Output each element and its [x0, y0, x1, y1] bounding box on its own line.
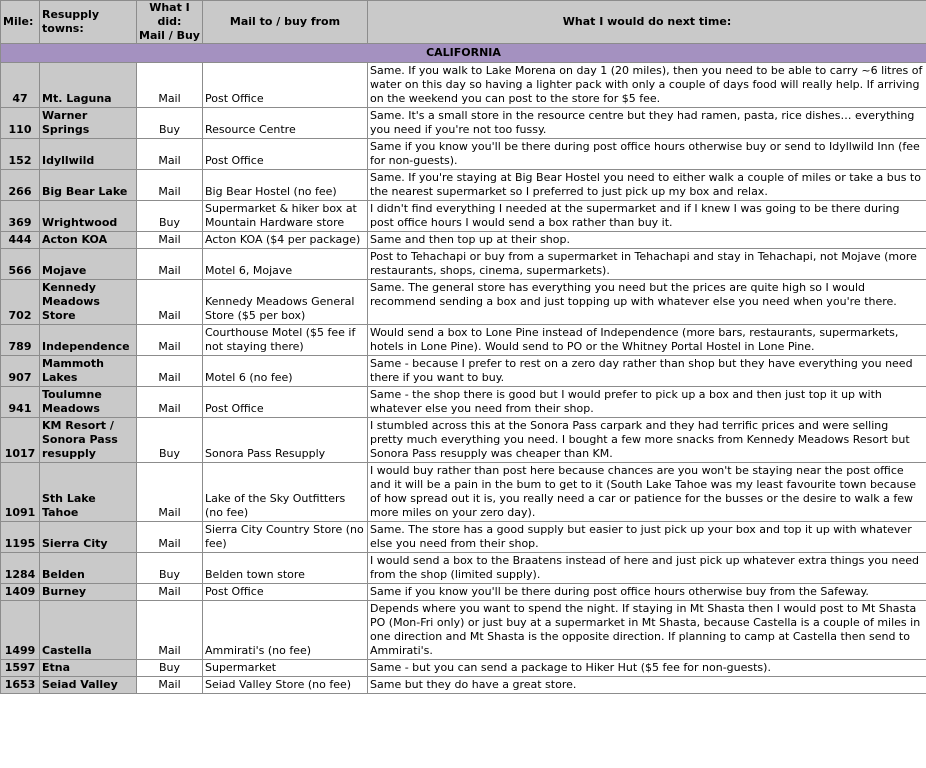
header-did-line2: Mail / Buy: [139, 29, 200, 42]
town-cell: Wrightwood: [40, 201, 137, 232]
next-cell: I stumbled across this at the Sonora Pass carpark and they had terrific prices and were selling pretty much everything you need. I bought a few more snacks from Kennedy Meadows Resort but Sonora Pass resupply was cheaper than KM.: [368, 418, 926, 463]
next-cell: Same - but you can send a package to Hiker Hut ($5 fee for non-guests).: [368, 660, 926, 677]
where-cell: Courthouse Motel ($5 fee if not staying there): [203, 325, 368, 356]
mile-cell: 110: [1, 108, 40, 139]
where-cell: Supermarket & hiker box at Mountain Hardware store: [203, 201, 368, 232]
did-cell: Buy: [137, 660, 203, 677]
mile-cell: 1091: [1, 463, 40, 522]
table-row: [1, 201, 926, 232]
where-cell: Resource Centre: [203, 108, 368, 139]
table-row: [1, 280, 926, 325]
next-cell: I would buy rather than post here because chances are you won't be staying near the post office and it will be a pain in the bum to get to it (South Lake Tahoe was my least favourite town because of how spread out it is, you really need a car or patience for the busses or the desire to walk a few more miles on your zero day).: [368, 463, 926, 522]
table-row: [1, 63, 926, 108]
town-cell: KM Resort / Sonora Pass resupply: [40, 418, 137, 463]
next-cell: Same but they do have a great store.: [368, 677, 926, 694]
next-cell: Post to Tehachapi or buy from a supermarket in Tehachapi and stay in Tehachapi, not Mojave (more restaurants, shops, cinema, supermarkets).: [368, 249, 926, 280]
table-row: [1, 356, 926, 387]
where-cell: Seiad Valley Store (no fee): [203, 677, 368, 694]
mile-cell: 702: [1, 280, 40, 325]
did-cell: Mail: [137, 63, 203, 108]
where-cell: Sonora Pass Resupply: [203, 418, 368, 463]
table-row: [1, 677, 926, 694]
mile-cell: 152: [1, 139, 40, 170]
town-cell: Seiad Valley: [40, 677, 137, 694]
did-cell: Buy: [137, 553, 203, 584]
where-cell: Big Bear Hostel (no fee): [203, 170, 368, 201]
mile-cell: 1284: [1, 553, 40, 584]
mile-cell: 1017: [1, 418, 40, 463]
did-cell: Buy: [137, 201, 203, 232]
next-cell: Same and then top up at their shop.: [368, 232, 926, 249]
town-cell: Mojave: [40, 249, 137, 280]
table-row: [1, 232, 926, 249]
where-cell: Acton KOA ($4 per package): [203, 232, 368, 249]
did-cell: Mail: [137, 463, 203, 522]
next-cell: Same. The general store has everything you need but the prices are quite high so I would recommend sending a box and just topping up with whatever else you need when you're there.: [368, 280, 926, 325]
header-where: Mail to / buy from: [203, 1, 368, 44]
next-cell: Same if you know you'll be there during post office hours otherwise buy from the Safeway.: [368, 584, 926, 601]
table-row: [1, 463, 926, 522]
header-town: Resupply towns:: [40, 1, 137, 44]
town-cell: Mammoth Lakes: [40, 356, 137, 387]
where-cell: Motel 6, Mojave: [203, 249, 368, 280]
town-cell: Kennedy Meadows Store: [40, 280, 137, 325]
next-cell: I would send a box to the Braatens instead of here and just pick up whatever extra things you need from the shop (limited supply).: [368, 553, 926, 584]
next-cell: Same. If you walk to Lake Morena on day 1 (20 miles), then you need to be able to carry ~6 litres of water on this day so having a lighter pack with only a couple of days food will really help. If arriving on the weekend you can post to the store for $5 fee.: [368, 63, 926, 108]
table-row: [1, 522, 926, 553]
mile-cell: 1597: [1, 660, 40, 677]
did-cell: Buy: [137, 108, 203, 139]
mile-cell: 266: [1, 170, 40, 201]
did-cell: Mail: [137, 677, 203, 694]
table-row: [1, 139, 926, 170]
mile-cell: 1653: [1, 677, 40, 694]
town-cell: Toulumne Meadows: [40, 387, 137, 418]
header-did: [137, 1, 203, 44]
section-row: [1, 44, 926, 63]
where-cell: Sierra City Country Store (no fee): [203, 522, 368, 553]
town-cell: Etna: [40, 660, 137, 677]
did-cell: Mail: [137, 601, 203, 660]
mile-cell: 941: [1, 387, 40, 418]
did-cell: Mail: [137, 139, 203, 170]
table-row: [1, 249, 926, 280]
where-cell: Ammirati's (no fee): [203, 601, 368, 660]
mile-cell: 444: [1, 232, 40, 249]
town-cell: Warner Springs: [40, 108, 137, 139]
did-cell: Mail: [137, 170, 203, 201]
did-cell: Mail: [137, 325, 203, 356]
table-row: [1, 325, 926, 356]
did-cell: Mail: [137, 584, 203, 601]
did-cell: Mail: [137, 387, 203, 418]
header-did-line1: What I did:: [149, 1, 190, 28]
town-cell: Idyllwild: [40, 139, 137, 170]
town-cell: Castella: [40, 601, 137, 660]
next-cell: Same - because I prefer to rest on a zero day rather than shop but they have everything you need there if you want to buy.: [368, 356, 926, 387]
town-cell: Sierra City: [40, 522, 137, 553]
where-cell: Supermarket: [203, 660, 368, 677]
mile-cell: 566: [1, 249, 40, 280]
did-cell: Buy: [137, 418, 203, 463]
did-cell: Mail: [137, 280, 203, 325]
next-cell: Would send a box to Lone Pine instead of Independence (more bars, restaurants, supermarkets, hotels in Lone Pine). Would send to PO or the Whitney Portal Hostel in Lone Pine.: [368, 325, 926, 356]
table-row: [1, 108, 926, 139]
section-title: CALIFORNIA: [1, 44, 926, 63]
header-row: [1, 1, 926, 44]
town-cell: Acton KOA: [40, 232, 137, 249]
mile-cell: 907: [1, 356, 40, 387]
table-header: [1, 1, 926, 44]
header-mile: Mile:: [1, 1, 40, 44]
where-cell: Belden town store: [203, 553, 368, 584]
table-row: [1, 601, 926, 660]
table-body: [1, 44, 926, 694]
town-cell: Sth Lake Tahoe: [40, 463, 137, 522]
next-cell: Same. The store has a good supply but easier to just pick up your box and top it up with whatever else you need from their shop.: [368, 522, 926, 553]
where-cell: Post Office: [203, 584, 368, 601]
did-cell: Mail: [137, 249, 203, 280]
table-row: [1, 170, 926, 201]
table-row: [1, 553, 926, 584]
where-cell: Post Office: [203, 139, 368, 170]
where-cell: Kennedy Meadows General Store ($5 per box): [203, 280, 368, 325]
mile-cell: 1499: [1, 601, 40, 660]
town-cell: Burney: [40, 584, 137, 601]
town-cell: Independence: [40, 325, 137, 356]
town-cell: Belden: [40, 553, 137, 584]
mile-cell: 369: [1, 201, 40, 232]
town-cell: Mt. Laguna: [40, 63, 137, 108]
where-cell: Motel 6 (no fee): [203, 356, 368, 387]
table-row: [1, 418, 926, 463]
mile-cell: 1195: [1, 522, 40, 553]
next-cell: Same - the shop there is good but I would prefer to pick up a box and then just top it up with whatever else you need from their shop.: [368, 387, 926, 418]
next-cell: Same if you know you'll be there during post office hours otherwise buy or send to Idyllwild Inn (fee for non-guests).: [368, 139, 926, 170]
did-cell: Mail: [137, 232, 203, 249]
header-next: What I would do next time:: [368, 1, 926, 44]
table-row: [1, 660, 926, 677]
next-cell: Same. It's a small store in the resource centre but they had ramen, pasta, rice dishes… everything you need if you're not too fussy.: [368, 108, 926, 139]
next-cell: Same. If you're staying at Big Bear Hostel you need to either walk a couple of miles or take a bus to the nearest supermarket so I preferred to just pick up my box and relax.: [368, 170, 926, 201]
table-row: [1, 584, 926, 601]
table-row: [1, 387, 926, 418]
next-cell: I didn't find everything I needed at the supermarket and if I knew I was going to be there during post office hours I would send a box rather than buy it.: [368, 201, 926, 232]
did-cell: Mail: [137, 356, 203, 387]
where-cell: Post Office: [203, 387, 368, 418]
town-cell: Big Bear Lake: [40, 170, 137, 201]
where-cell: Post Office: [203, 63, 368, 108]
mile-cell: 47: [1, 63, 40, 108]
where-cell: Lake of the Sky Outfitters (no fee): [203, 463, 368, 522]
did-cell: Mail: [137, 522, 203, 553]
next-cell: Depends where you want to spend the night. If staying in Mt Shasta then I would post to Mt Shasta PO (Mon-Fri only) or just buy at a supermarket in Mt Shasta, because Castella is a couple of miles in one direction and Mt Shasta is the opposite direction. If planning to camp at Castella then send to Ammirati's.: [368, 601, 926, 660]
mile-cell: 1409: [1, 584, 40, 601]
mile-cell: 789: [1, 325, 40, 356]
